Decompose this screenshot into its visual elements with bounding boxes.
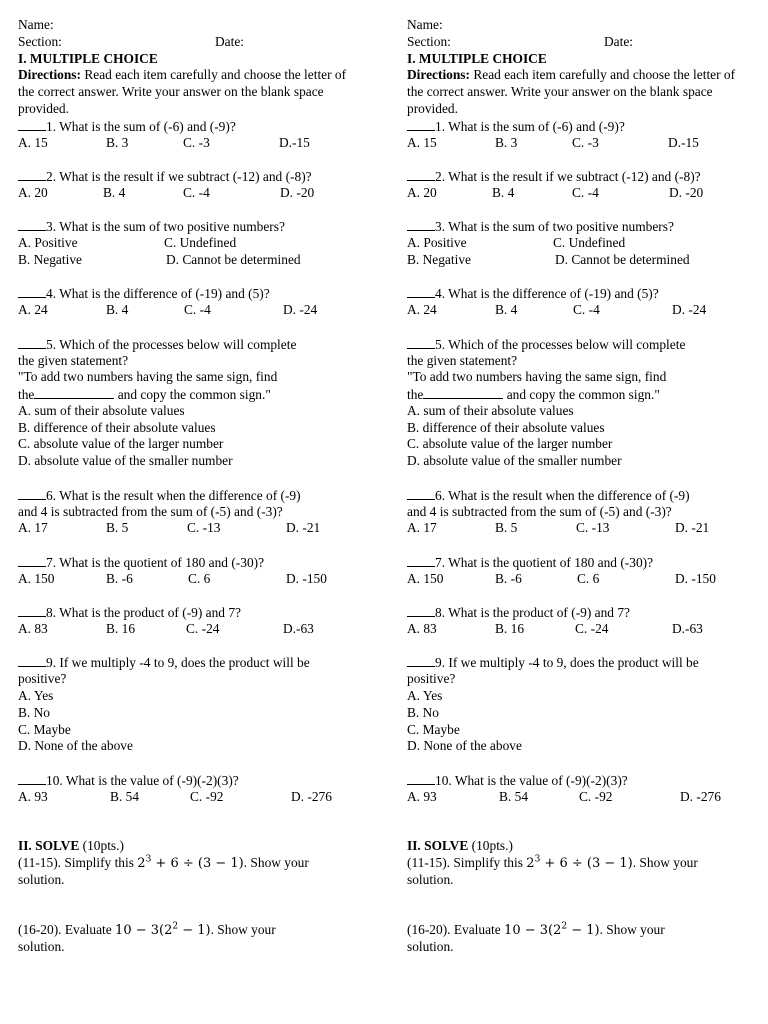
choices-10 — [18, 789, 363, 806]
choice-c: C. -3 — [183, 134, 210, 150]
choice-c: C. -92 — [190, 788, 224, 804]
choice-d: D. -150 — [286, 570, 327, 586]
question-3 — [407, 218, 752, 235]
problem-tail: . Show your — [599, 921, 665, 937]
choices-1 — [18, 135, 363, 152]
choice-c: C. Undefined — [553, 235, 626, 251]
fill-blank[interactable] — [423, 386, 503, 399]
problem-label: (16-20). Evaluate — [407, 921, 505, 937]
problem-11-15 — [18, 855, 363, 872]
choice-a: A. 17 — [407, 520, 437, 536]
date-label: Date: — [215, 33, 244, 49]
problem-label: (16-20). Evaluate — [18, 921, 116, 937]
question-10 — [407, 772, 752, 789]
choice-c: C. absolute value of the larger number — [18, 436, 224, 452]
choice-b: B. No — [407, 704, 439, 720]
quote-text: and copy the common sign." — [503, 387, 660, 403]
choice-b: B. 4 — [103, 184, 126, 200]
fill-blank[interactable] — [34, 386, 114, 399]
math-exponent: 2 — [172, 921, 179, 932]
directions — [407, 67, 752, 117]
choice-b: B. 54 — [110, 788, 140, 804]
choices-4 — [407, 302, 752, 319]
problem-tail: . Show your — [210, 921, 276, 937]
name-line — [407, 17, 752, 34]
choice-b: B. 3 — [106, 134, 129, 150]
choice-d: D.-63 — [283, 620, 314, 636]
question-stem: 2. What is the result if we subtract (-12) and (-8)? — [46, 169, 312, 185]
choice-b: B. 4 — [106, 302, 129, 318]
problem-cont: solution. — [18, 872, 65, 888]
choices-8 — [407, 621, 752, 638]
question-stem: 1. What is the sum of (-6) and (-9)? — [435, 118, 625, 134]
section-line — [407, 34, 752, 51]
choice-c: C. -4 — [573, 302, 600, 318]
question-6 — [18, 487, 363, 504]
choice-c: C. Undefined — [164, 235, 237, 251]
choice-c: C. Maybe — [407, 721, 460, 737]
math-base: 2 — [137, 856, 146, 872]
part1-title: I. MULTIPLE CHOICE — [18, 50, 158, 66]
choices-3b — [407, 252, 752, 269]
choice-a: A. Yes — [18, 688, 54, 703]
choice-b: B. difference of their absolute values — [407, 419, 605, 435]
choice-d: D.-63 — [672, 620, 703, 636]
choices-8 — [18, 621, 363, 638]
choice-d: D. -21 — [675, 520, 710, 536]
part2-title-text: II. SOLVE — [407, 838, 469, 854]
math-base: 2 — [526, 856, 535, 872]
quoted-statement-cont — [407, 386, 752, 403]
quote-text: the — [407, 387, 424, 403]
choice-c: C. -24 — [186, 620, 220, 636]
part2-title — [407, 838, 752, 855]
question-2 — [407, 168, 752, 185]
question-stem: 9. If we multiply -4 to 9, does the product will be — [46, 655, 310, 671]
directions-text: Read each item carefully and choose the letter of the correct answer. Write your answer on the blank space provided. — [18, 67, 347, 116]
choices-1 — [407, 135, 752, 152]
choice-c: C. -3 — [572, 134, 599, 150]
problem-cont: solution. — [18, 938, 65, 954]
problem-16-20 — [18, 922, 363, 939]
problem-16-20 — [407, 922, 752, 939]
question-stem: 3. What is the sum of two positive numbers? — [46, 219, 285, 235]
problem-tail: . Show your — [632, 855, 698, 871]
choice-d: D. -276 — [291, 788, 332, 804]
math-rest: + 6 ÷ (3 − 1) — [151, 856, 244, 872]
math-expression — [115, 923, 211, 938]
choice-d: D. None of the above — [407, 738, 522, 754]
choice-b: B. 16 — [106, 620, 136, 636]
question-9 — [407, 654, 752, 671]
question-4 — [407, 285, 752, 302]
choice-b: B. -6 — [106, 570, 133, 586]
choice-a: A. 83 — [407, 620, 437, 636]
choice-a: A. sum of their absolute values — [18, 402, 185, 418]
answer-blank[interactable] — [407, 285, 435, 298]
answer-blank[interactable] — [18, 218, 46, 231]
question-stem: 10. What is the value of (-9)(-2)(3)? — [46, 772, 239, 788]
choice-b: B. 5 — [106, 520, 129, 536]
question-5 — [407, 336, 752, 353]
choice-b: B. 4 — [495, 302, 518, 318]
answer-blank[interactable] — [407, 168, 435, 181]
choice-a: A. 15 — [407, 134, 437, 150]
choices-10 — [407, 789, 752, 806]
directions-label: Directions: — [407, 67, 470, 83]
choices-6 — [18, 520, 363, 537]
choice-c: C. -24 — [575, 620, 609, 636]
choice-d: D. Cannot be determined — [555, 251, 690, 267]
problem-tail: . Show your — [243, 855, 309, 871]
choice-a: A. Positive — [407, 235, 467, 251]
choice-a: A. 83 — [18, 620, 48, 636]
math-exponent: 3 — [534, 854, 541, 865]
choice-b: B. 16 — [495, 620, 525, 636]
choice-d: D. -24 — [283, 302, 318, 318]
problem-label: (11-15). Simplify this — [407, 855, 527, 871]
question-5 — [18, 336, 363, 353]
answer-blank[interactable] — [407, 654, 435, 667]
problem-label: (11-15). Simplify this — [18, 855, 138, 871]
math-exponent: 3 — [145, 854, 152, 865]
choices-2 — [18, 185, 363, 202]
choice-d: D. -20 — [280, 184, 315, 200]
question-7 — [407, 554, 752, 571]
answer-blank[interactable] — [18, 285, 46, 298]
question-6 — [407, 487, 752, 504]
choice-d: D. absolute value of the smaller number — [18, 453, 233, 469]
part2-title — [18, 838, 363, 855]
choice-c: C. -4 — [183, 184, 210, 200]
choice-b: B. 54 — [499, 788, 529, 804]
choice-d: D. Cannot be determined — [166, 251, 301, 267]
choices-3b — [18, 252, 363, 269]
choice-a: A. 20 — [407, 184, 437, 200]
choice-c: C. 6 — [188, 570, 211, 586]
question-stem-cont: positive? — [407, 671, 456, 687]
question-stem: 7. What is the quotient of 180 and (-30)? — [435, 554, 654, 570]
directions — [18, 67, 363, 117]
question-stem: 1. What is the sum of (-6) and (-9)? — [46, 118, 236, 134]
question-1 — [407, 118, 752, 135]
name-label: Name: — [18, 17, 54, 32]
question-stem: 6. What is the result when the difference of (-9) — [46, 487, 301, 503]
question-7 — [18, 554, 363, 571]
question-stem: 10. What is the value of (-9)(-2)(3)? — [435, 772, 628, 788]
answer-blank[interactable] — [18, 654, 46, 667]
choice-b: B. Negative — [18, 251, 82, 267]
answer-blank[interactable] — [407, 218, 435, 231]
math-expression — [504, 923, 600, 938]
section-label: Section: — [18, 33, 62, 49]
answer-blank[interactable] — [18, 168, 46, 181]
quote-text: and copy the common sign." — [114, 387, 271, 403]
choices-3a — [407, 235, 752, 252]
choices-7 — [18, 571, 363, 588]
question-stem: 7. What is the quotient of 180 and (-30)? — [46, 554, 265, 570]
quoted-statement: "To add two numbers having the same sign, find — [18, 369, 278, 385]
choice-c: C. 6 — [577, 570, 600, 586]
question-stem-cont: positive? — [18, 671, 67, 687]
directions-label: Directions: — [18, 67, 81, 83]
part2-title-text: II. SOLVE — [18, 838, 80, 854]
problem-cont: solution. — [407, 938, 454, 954]
question-3 — [18, 218, 363, 235]
question-4 — [18, 285, 363, 302]
question-2 — [18, 168, 363, 185]
question-stem: 8. What is the product of (-9) and 7? — [46, 605, 241, 621]
name-label: Name: — [407, 17, 443, 32]
question-1 — [18, 118, 363, 135]
choice-a: A. 93 — [18, 788, 48, 804]
question-stem: 9. If we multiply -4 to 9, does the product will be — [435, 655, 699, 671]
answer-blank[interactable] — [407, 118, 435, 131]
answer-blank[interactable] — [18, 118, 46, 131]
choice-d: D. -150 — [675, 570, 716, 586]
question-stem: 4. What is the difference of (-19) and (5)? — [46, 286, 270, 302]
directions-text: Read each item carefully and choose the letter of the correct answer. Write your answer on the blank space provided. — [407, 67, 736, 116]
answer-blank[interactable] — [407, 336, 435, 349]
choice-a: A. 24 — [407, 302, 437, 318]
choice-a: A. 150 — [407, 570, 444, 586]
choice-a: A. 24 — [18, 302, 48, 318]
choice-d: D.-15 — [279, 134, 310, 150]
question-stem: 6. What is the result when the difference of (-9) — [435, 487, 690, 503]
choices-3a — [18, 235, 363, 252]
question-stem-cont: the given statement? — [407, 352, 518, 368]
quoted-statement: "To add two numbers having the same sign, find — [407, 369, 667, 385]
choice-d: D. -20 — [669, 184, 704, 200]
question-stem: 2. What is the result if we subtract (-12) and (-8)? — [435, 169, 701, 185]
choice-a: A. 20 — [18, 184, 48, 200]
math-expression — [137, 856, 243, 871]
question-stem: 5. Which of the processes below will complete — [46, 336, 297, 352]
choice-d: D. absolute value of the smaller number — [407, 453, 622, 469]
section-line — [18, 34, 363, 51]
choice-a: A. 150 — [18, 570, 55, 586]
name-line — [18, 17, 363, 34]
question-10 — [18, 772, 363, 789]
question-stem-cont: and 4 is subtracted from the sum of (-5) and (-3)? — [18, 503, 283, 519]
quote-text: the — [18, 387, 35, 403]
choices-6 — [407, 520, 752, 537]
question-8 — [407, 604, 752, 621]
answer-blank[interactable] — [18, 336, 46, 349]
question-stem: 5. Which of the processes below will complete — [435, 336, 686, 352]
math-exponent: 2 — [561, 921, 568, 932]
worksheet-copy-right — [407, 17, 752, 955]
choices-2 — [407, 185, 752, 202]
choice-b: B. -6 — [495, 570, 522, 586]
choice-c: C. -4 — [184, 302, 211, 318]
question-stem-cont: the given statement? — [18, 352, 129, 368]
math-part: 10 − 3(2 — [115, 922, 173, 938]
choice-b: B. No — [18, 704, 50, 720]
math-rest: + 6 ÷ (3 − 1) — [540, 856, 633, 872]
quoted-statement-cont — [18, 386, 363, 403]
choice-b: B. 3 — [495, 134, 518, 150]
choice-c: C. -13 — [576, 520, 610, 536]
problem-cont: solution. — [407, 872, 454, 888]
answer-blank[interactable] — [407, 554, 435, 567]
question-stem-cont: and 4 is subtracted from the sum of (-5) and (-3)? — [407, 503, 672, 519]
choice-d: D. -21 — [286, 520, 321, 536]
question-9 — [18, 654, 363, 671]
problem-11-15 — [407, 855, 752, 872]
choice-a: A. 93 — [407, 788, 437, 804]
choices-7 — [407, 571, 752, 588]
part1-title: I. MULTIPLE CHOICE — [407, 50, 547, 66]
choice-d: D. -24 — [672, 302, 707, 318]
math-expression — [526, 856, 632, 871]
question-stem: 4. What is the difference of (-19) and (5)? — [435, 286, 659, 302]
choice-a: A. 17 — [18, 520, 48, 536]
answer-blank[interactable] — [407, 487, 435, 500]
choice-c: C. -92 — [579, 788, 613, 804]
question-stem: 8. What is the product of (-9) and 7? — [435, 605, 630, 621]
choice-d: D. None of the above — [18, 738, 133, 754]
choice-a: A. Yes — [407, 688, 443, 703]
choice-a: A. Positive — [18, 235, 78, 251]
question-stem: 3. What is the sum of two positive numbers? — [435, 219, 674, 235]
choice-b: B. Negative — [407, 251, 471, 267]
part2-points: (10pts.) — [468, 838, 513, 854]
section-label: Section: — [407, 33, 451, 49]
answer-blank[interactable] — [18, 487, 46, 500]
math-part: − 1) — [567, 922, 600, 938]
choice-a: A. sum of their absolute values — [407, 402, 574, 418]
answer-blank[interactable] — [407, 772, 435, 785]
choice-c: C. Maybe — [18, 721, 71, 737]
date-label: Date: — [604, 33, 633, 49]
choices-4 — [18, 302, 363, 319]
choice-c: C. -4 — [572, 184, 599, 200]
worksheet-copy-left — [18, 17, 363, 955]
math-part: − 1) — [178, 922, 211, 938]
part2-points: (10pts.) — [79, 838, 124, 854]
answer-blank[interactable] — [18, 604, 46, 617]
choice-b: B. difference of their absolute values — [18, 419, 216, 435]
choice-a: A. 15 — [18, 134, 48, 150]
question-8 — [18, 604, 363, 621]
choice-d: D. -276 — [680, 788, 721, 804]
choice-c: C. -13 — [187, 520, 221, 536]
choice-c: C. absolute value of the larger number — [407, 436, 613, 452]
choice-b: B. 4 — [492, 184, 515, 200]
answer-blank[interactable] — [18, 772, 46, 785]
choice-d: D.-15 — [668, 134, 699, 150]
answer-blank[interactable] — [18, 554, 46, 567]
choice-b: B. 5 — [495, 520, 518, 536]
answer-blank[interactable] — [407, 604, 435, 617]
math-part: 10 − 3(2 — [504, 922, 562, 938]
